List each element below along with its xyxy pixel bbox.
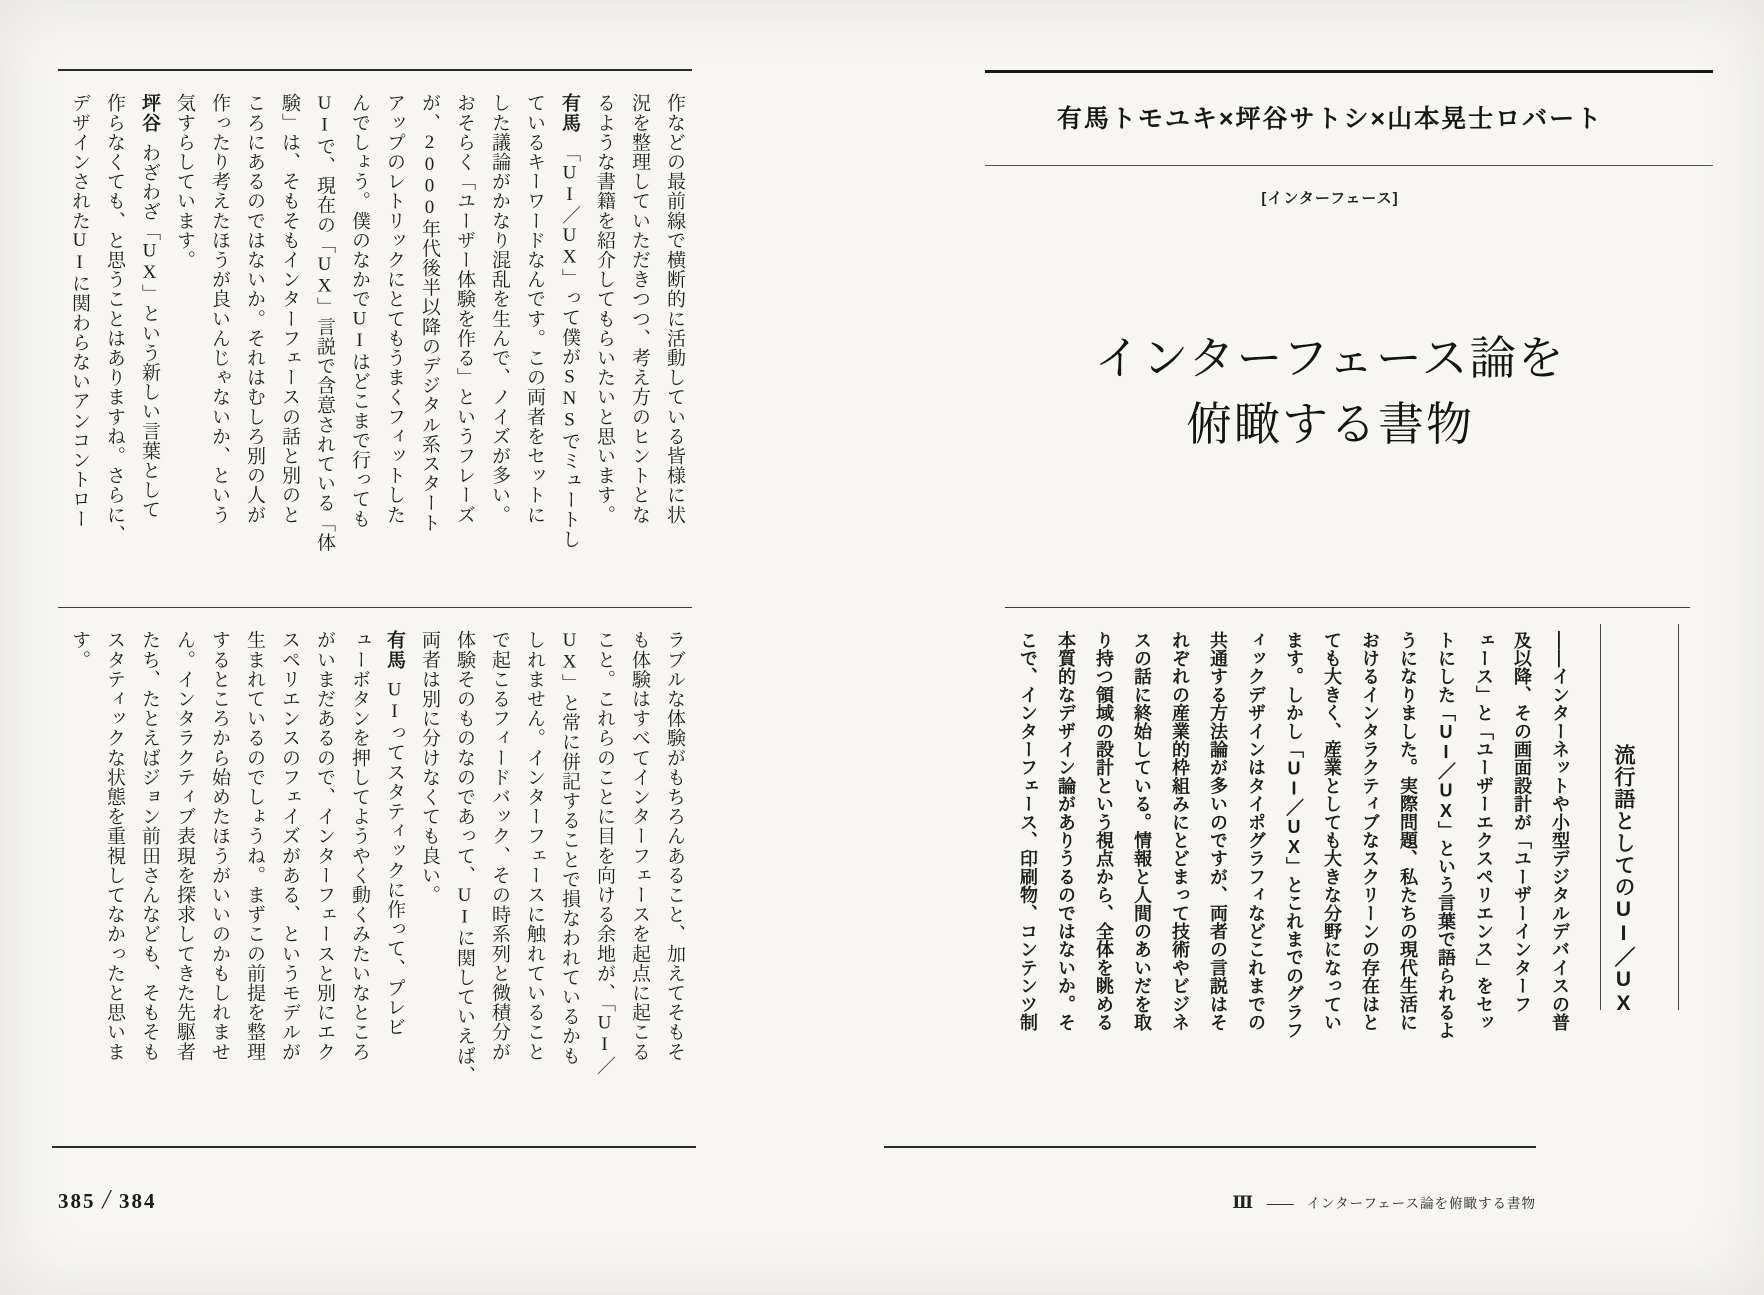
upright-latin-run: UX (139, 240, 160, 284)
text-column-line: が、2000年代後半以降のデジタル系スタート (419, 93, 440, 533)
upright-latin-run: UI／UX (1284, 758, 1304, 858)
text-column-line: 生まれているのでしょうね。まずこの前提を整理 (244, 630, 265, 1062)
speaker-name: 坪谷 (139, 93, 160, 133)
text-column-line: するところから始めたほうがいいのかもしれませ (209, 630, 230, 1062)
text-column-line: 験」は、そもそもインターフェースの話と別のと (279, 93, 300, 525)
text-column-line: 体験そのものなのであって、UIに関していえば、 (454, 630, 475, 1085)
text-column-line: UIで、現在の「UX」言説で含意されている「体 (314, 93, 335, 552)
text-column-line: んでしょう。僕のなかでUIはどこまで行っても (349, 93, 370, 529)
text-column-line: 両者は別に分けなくても良い。 (419, 630, 440, 905)
category-tag: [インターフェース] (1261, 190, 1399, 207)
upright-latin-run: UI／UX (559, 162, 580, 269)
speaker-name: 有馬 (384, 630, 405, 670)
page-numbers (58, 1184, 157, 1219)
upright-latin-run: UI／UX (1436, 722, 1456, 821)
header-underline-rule (985, 165, 1713, 166)
running-footer (1000, 1192, 1536, 1213)
section-heading-inner-rule (1600, 624, 1601, 1010)
text-column-line: スペリエンスのフェイズがある、というモデルが (279, 630, 300, 1062)
footer-dash: —— (1266, 1196, 1294, 1211)
authors-line: 有馬トモユキ×坪谷サトシ×山本晃士ロバート (1056, 105, 1604, 133)
text-column-line: おそらく「ユーザー体験を作る」というフレーズ (454, 93, 475, 525)
text-column-line: れぞれの産業的枠組みにとどまって技術やビジネ (1170, 631, 1190, 1032)
text-column-line: す。 (69, 630, 90, 670)
text-column-line: 作らなくても、と思うことはありますね。さらに、 (104, 93, 125, 544)
text-column-line: 況を整理していただきつつ、考え方のヒントとな (629, 93, 650, 525)
text-column-line: スの話に終始している。情報と人間のあいだを取 (1132, 631, 1152, 1032)
upright-latin-run: UX (559, 630, 580, 674)
interview-text-block-bottom-left (60, 630, 692, 1098)
text-column-line: がいまだあるので、インターフェースと別にエク (314, 630, 335, 1062)
text-column-line: した議論がかなり混乱を生んで、ノイズが多い。 (489, 93, 510, 525)
chapter-title-line-1: インターフェース論を (1094, 333, 1566, 384)
left-page-top-rule (58, 69, 692, 71)
right-page-footer-rule (884, 1146, 1536, 1148)
text-column-line: 作ったり考えたほうが良いんじゃないか、という (209, 93, 230, 525)
text-column-line: ィックデザインはタイポグラフィなどこれまでの (1246, 631, 1266, 1032)
text-column-line: 有馬「UI／UX」って僕がSNSでミュートし (559, 93, 580, 549)
speaker-name: 有馬 (559, 93, 580, 133)
right-page-divider-rule (1005, 607, 1690, 608)
text-column-line: 共通する方法論が多いのですが、両者の言説はそ (1208, 631, 1228, 1032)
text-column-line: ——インターネットや小型デジタルデバイスの普 (1550, 631, 1570, 1032)
footer-title: インターフェース論を俯瞰する書物 (1306, 1196, 1536, 1211)
text-column-line: 坪谷わざわざ「UX」という新しい言葉として (139, 93, 160, 520)
text-column-line: トにした「UI／UX」という言葉で語られるよ (1436, 631, 1456, 1040)
upright-latin-run: UX (314, 253, 335, 298)
text-column-line: しれません。インターフェースに触れていること (524, 630, 545, 1062)
text-column-line: デザインされたUIに関わらないアンコントロー (69, 93, 90, 529)
text-column-line: るような書籍を紹介してもらいたいと思います。 (594, 93, 615, 525)
text-column-line: こで、インターフェース、印刷物、コンテンツ制 (1018, 631, 1038, 1032)
text-column-line: ころにあるのではないか。それはむしろ別の人が (244, 93, 265, 525)
text-column-line: ラブルな体験がもちろんあること、加えてそもそ (664, 630, 685, 1062)
text-column-line: り持つ領域の設計という視点から、全体を眺める (1094, 631, 1114, 1032)
upright-latin-run: UI／UX (1612, 898, 1635, 1016)
header-top-rule (985, 70, 1713, 73)
text-column-line: こと。これらのことに目を向ける余地が、「UI／ (594, 630, 615, 1076)
text-column-line: 及以降、その画面設計が「ユーザーインターフ (1512, 631, 1532, 1014)
chapter-numeral: Ⅲ (1232, 1193, 1255, 1212)
upright-latin-run: SNS (559, 366, 580, 432)
upright-latin-run: UI (349, 308, 370, 352)
chapter-title-line-2: 俯瞰する書物 (1186, 399, 1474, 450)
text-column-line: 本質的なデザイン論がありうるのではないか。そ (1056, 631, 1076, 1032)
text-column-line: ューボタンを押してようやく動くみたいなところ (349, 630, 370, 1062)
interview-text-block-top-left (60, 93, 692, 558)
text-column-line: 作などの最前線で横断的に活動している皆様に状 (664, 93, 685, 525)
left-page-divider-rule (58, 607, 692, 608)
section-heading: 流行語としてのUI／UX (1612, 744, 1635, 1016)
upright-latin-run: 2000 (419, 132, 440, 219)
text-column-line: アップのレトリックにとてもうまくフィットした (384, 93, 405, 525)
text-column-line: ているキーワードなんです。この両者をセットに (524, 93, 545, 525)
page-number-right: 384 (119, 1189, 157, 1213)
text-column-line: スタティックな状態を重視してなかったと思いま (104, 630, 125, 1062)
upright-latin-run: UI／ (594, 1012, 615, 1076)
text-column-line: たち、たとえばジョン前田さんなども、そもそも (139, 630, 160, 1062)
upright-latin-run: UI (454, 884, 475, 929)
chapter-title (985, 326, 1675, 458)
left-page-footer-rule (52, 1146, 696, 1148)
section-heading-outer-rule (1678, 624, 1679, 1010)
text-column-line: うになりました。実際問題、私たちの現代生活に (1398, 631, 1418, 1032)
text-column-line: ん。インタラクティブ表現を探求してきた先駆者 (174, 630, 195, 1062)
text-column-line: おけるインタラクティブなスクリーンの存在はと (1360, 631, 1380, 1032)
text-column-line: 気すらしています。 (174, 93, 195, 270)
text-column-line: も体験はすべてインターフェースを起点に起こる (629, 630, 650, 1062)
text-column-line: 有馬UIってスタティックに作って、プレビ (384, 630, 405, 1037)
page-number-left: 385 (58, 1189, 96, 1213)
upright-latin-run: UI (314, 93, 335, 137)
text-column-line: ます。しかし「UI／UX」とこれまでのグラフ (1284, 631, 1304, 1040)
upright-latin-run: UI (69, 230, 90, 274)
text-column-line: ても大きく、産業としても大きな分野になってい (1322, 631, 1342, 1032)
upright-latin-run: UI (384, 679, 405, 723)
page-number-slash: / (102, 1184, 113, 1214)
lead-paragraph-block (1005, 631, 1579, 1040)
text-column-line: UX」と常に併記することで損なわれているかも (559, 630, 580, 1066)
text-column-line: で起こるフィードバック、その時系列と微積分が (489, 630, 510, 1062)
text-column-line: ェース」と「ユーザーエクスペリエンス」をセッ (1474, 631, 1494, 1032)
